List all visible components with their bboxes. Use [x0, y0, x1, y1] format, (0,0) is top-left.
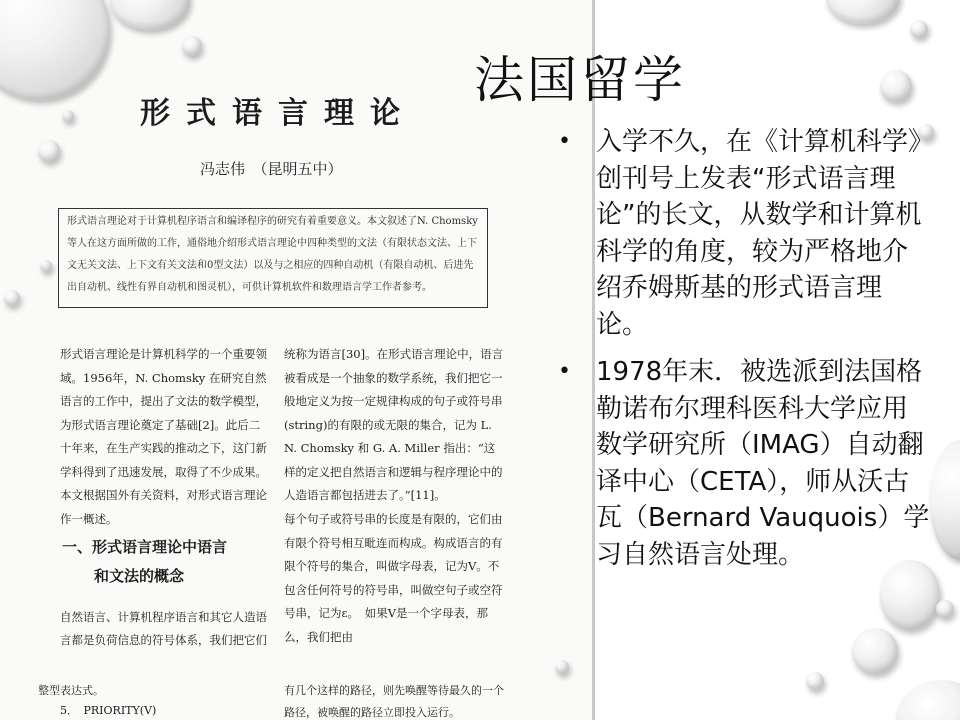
right-column-text-2: 每个句子或符号串的长度是有限的，它们由有限个符号相互毗连而构成。构成语言的有限个符号的集合，叫做字母表，记为V。不包含任何符号的符号串，叫做空句子或空符号串，记为ε。 如果V是一个字母表，那么，我们把由 — [284, 512, 503, 644]
section-heading — [62, 533, 262, 591]
abstract-text: 形式语言理论对于计算机程序语言和编译程序的研究有着重要意义。本文叙述了N. Chomsky 等人在这方面所做的工作，通俗地介绍形式语言理论中四种类型的文法（有限状态文法、上下文无关文法、上下文有关文法和0型文法）以及与之相应的四种自动机（有限自动机、后进先出自动机、线性有界自动机和图灵机），可供计算机软件和数理语言学工作者参考。 — [67, 216, 478, 293]
bullet-text: 1978年末．被选派到法国格勒诺布尔理科医科大学应用数学研究所（IMAG）自动翻译中心（CETA），师从沃古瓦（Bernard Vauquois）学习自然语言处理。 — [596, 357, 930, 570]
water-drop-decoration — [4, 290, 20, 306]
left-column-text: 形式语言理论是计算机科学的一个重要领域。1956年，N. Chomsky 在研究自然语言的工作中，提出了文法的数学模型，为形式语言理论奠定了基础[2]。此后二十年来，在生产实践的推动之下，这门新学科得到了迅速发展，取得了不少成果。本文根据国外有关资料，对形式语言理论作一概述。 — [60, 347, 267, 526]
bullet-list — [552, 124, 932, 584]
water-drop-decoration — [936, 600, 954, 618]
left-bottom-text: 自然语言、计算机程序语言和其它人造语言都是负荷信息的符号体系，我们把它们 — [60, 610, 267, 647]
water-drop-decoration — [826, 0, 900, 24]
water-drop-decoration — [930, 440, 960, 560]
section-heading-line-2: 和文法的概念 — [94, 567, 185, 585]
left-foot-text-2: 5． PRIORITY(V) — [60, 704, 157, 717]
water-drop-decoration — [852, 628, 898, 674]
bullet-dot-icon: • — [558, 359, 571, 384]
bullet-item — [552, 124, 932, 343]
section-heading-line-1: 一、形式语言理论中语言 — [62, 538, 228, 556]
water-drop-decoration — [880, 70, 912, 102]
water-drop-decoration — [555, 660, 569, 674]
bullet-dot-icon: • — [558, 129, 571, 154]
bullet-item — [552, 354, 932, 573]
water-drop-decoration — [182, 36, 202, 56]
abstract-box — [58, 208, 488, 308]
water-drop-decoration — [40, 260, 52, 272]
paper-author: 冯志伟 （昆明五中） — [200, 160, 343, 178]
slide-title: 法国留学 — [474, 51, 686, 109]
water-drop-decoration — [806, 672, 824, 690]
right-foot-text: 有几个这样的路径，则先唤醒等待最久的一个路径，被唤醒的路径立即投入运行。 — [284, 684, 504, 719]
right-column-text: 统称为语言[30]。在形式语言理论中，语言被看成是一个抽象的数学系统，我们把它一般地定义为按一定规律构成的句子或符号串(string)的有限的或无限的集合，记为 L. N. Chomsky 和 G. A. Miller 指出：“这样的定义把自然语言和逻辑与程序理论中的人造语言都包括进去了。”[11]。 — [284, 347, 504, 502]
water-drop-decoration — [62, 110, 74, 122]
water-drop-decoration — [910, 20, 928, 38]
left-foot-text: 整型表达式。 — [38, 684, 104, 697]
water-drop-decoration — [896, 680, 960, 720]
bullet-text: 入学不久，在《计算机科学》创刊号上发表“形式语言理论”的长文，从数学和计算机科学的角度，较为严格地介绍乔姆斯基的形式语言理论。 — [596, 127, 922, 340]
water-drop-decoration — [38, 140, 60, 162]
paper-title: 形式语言理论 — [140, 96, 416, 131]
